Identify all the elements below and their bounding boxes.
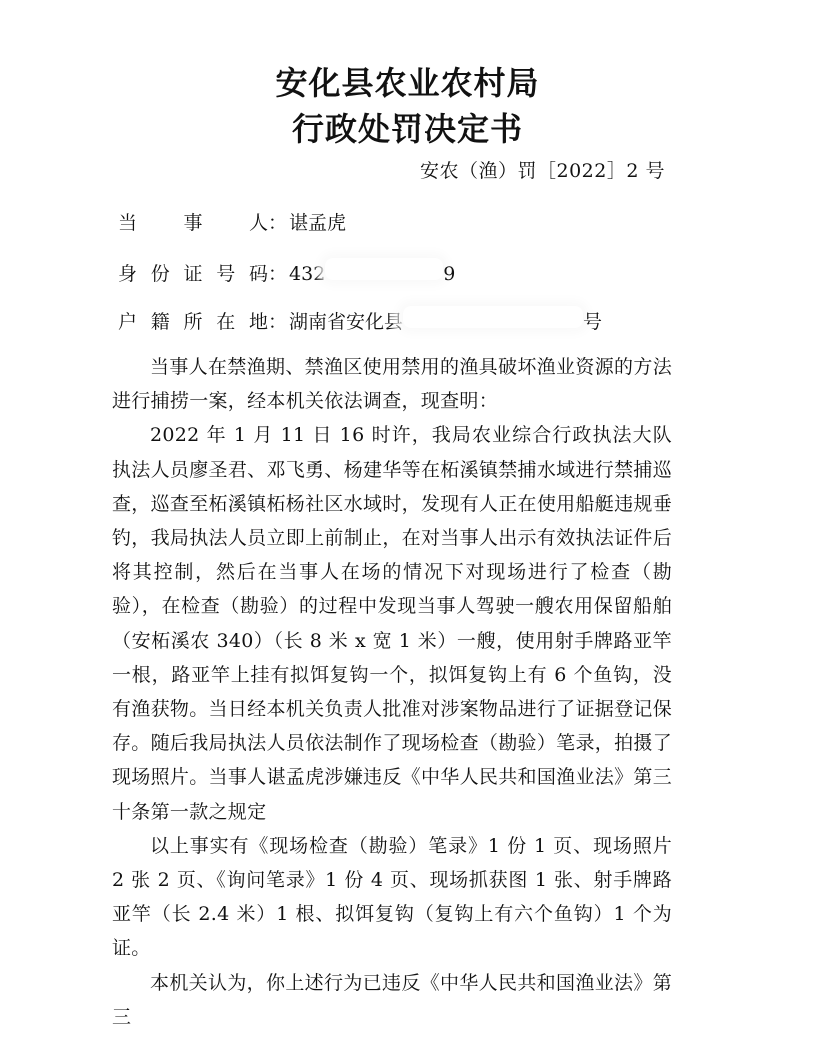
- address-row: [118, 306, 602, 334]
- id-number-prefix: 432: [289, 263, 326, 285]
- address-prefix: 湖南省安化县: [289, 311, 404, 333]
- id-number-redaction: [325, 258, 443, 280]
- paragraph-evidence: 以上事实有《现场检查（勘验）笔录》1 份 1 页、现场照片 2 张 2 页、《询问笔录》1 份 4 页、现场抓获图 1 张、射手牌路亚竿（长 2.4 米）1 根、拟饵复钩（复钩上有六个鱼钩）1 个为证。: [112, 834, 672, 960]
- party-name-value: 谌孟虎: [289, 212, 347, 234]
- party-name-label: 当事人: [118, 212, 268, 234]
- body-text: [112, 350, 672, 1034]
- address-colon: ：: [268, 311, 288, 333]
- id-number-colon: ：: [268, 263, 288, 285]
- id-number-row: [118, 258, 455, 286]
- paragraph-conclusion: 本机关认为，你上述行为已违反《中华人民共和国渔业法》第三: [112, 971, 672, 1028]
- agency-title: 安化县农业农村局: [275, 64, 540, 102]
- party-name-row: [118, 208, 346, 235]
- document-type-title: 行政处罚决定书: [291, 110, 523, 148]
- party-name-colon: ：: [268, 212, 288, 234]
- id-number-label: 身份证号码: [118, 263, 268, 285]
- address-redaction: [403, 306, 583, 328]
- address-label: 户籍所在地: [118, 311, 268, 333]
- id-number-suffix: 9: [443, 263, 456, 285]
- paragraph-case-intro: 当事人在禁渔期、禁渔区使用禁用的渔具破坏渔业资源的方法进行捕捞一案，经本机关依法调查，现查明：: [112, 356, 672, 413]
- document-number: 安农（渔）罚［2022］2 号: [420, 160, 665, 182]
- address-suffix: 号: [583, 311, 603, 333]
- paragraph-facts: 2022 年 1 月 11 日 16 时许，我局农业综合行政执法大队执法人员廖圣君、邓飞勇、杨建华等在柘溪镇禁捕水域进行禁捕巡查，巡查至柘溪镇柘杨社区水域时，发现有人正在使用船艇违规垂钓，我局执法人员立即上前制止，在对当事人出示有效执法证件后将其控制，然后在当事人在场的情况下对现场进行了检查（勘验），在检查（勘验）的过程中发现当事人驾驶一艘农用保留船舶（安柘溪农 340）（长 8 米 x 宽 1 米）一艘，使用射手牌路亚竿一根，路亚竿上挂有拟饵复钩一个，拟饵复钩上有 6 个鱼钩，没有渔获物。当日经本机关负责人批准对涉案物品进行了证据登记保存。随后我局执法人员依法制作了现场检查（勘验）笔录，拍摄了现场照片。当事人谌孟虎涉嫌违反《中华人民共和国渔业法》第三十条第一款之规定: [112, 424, 672, 823]
